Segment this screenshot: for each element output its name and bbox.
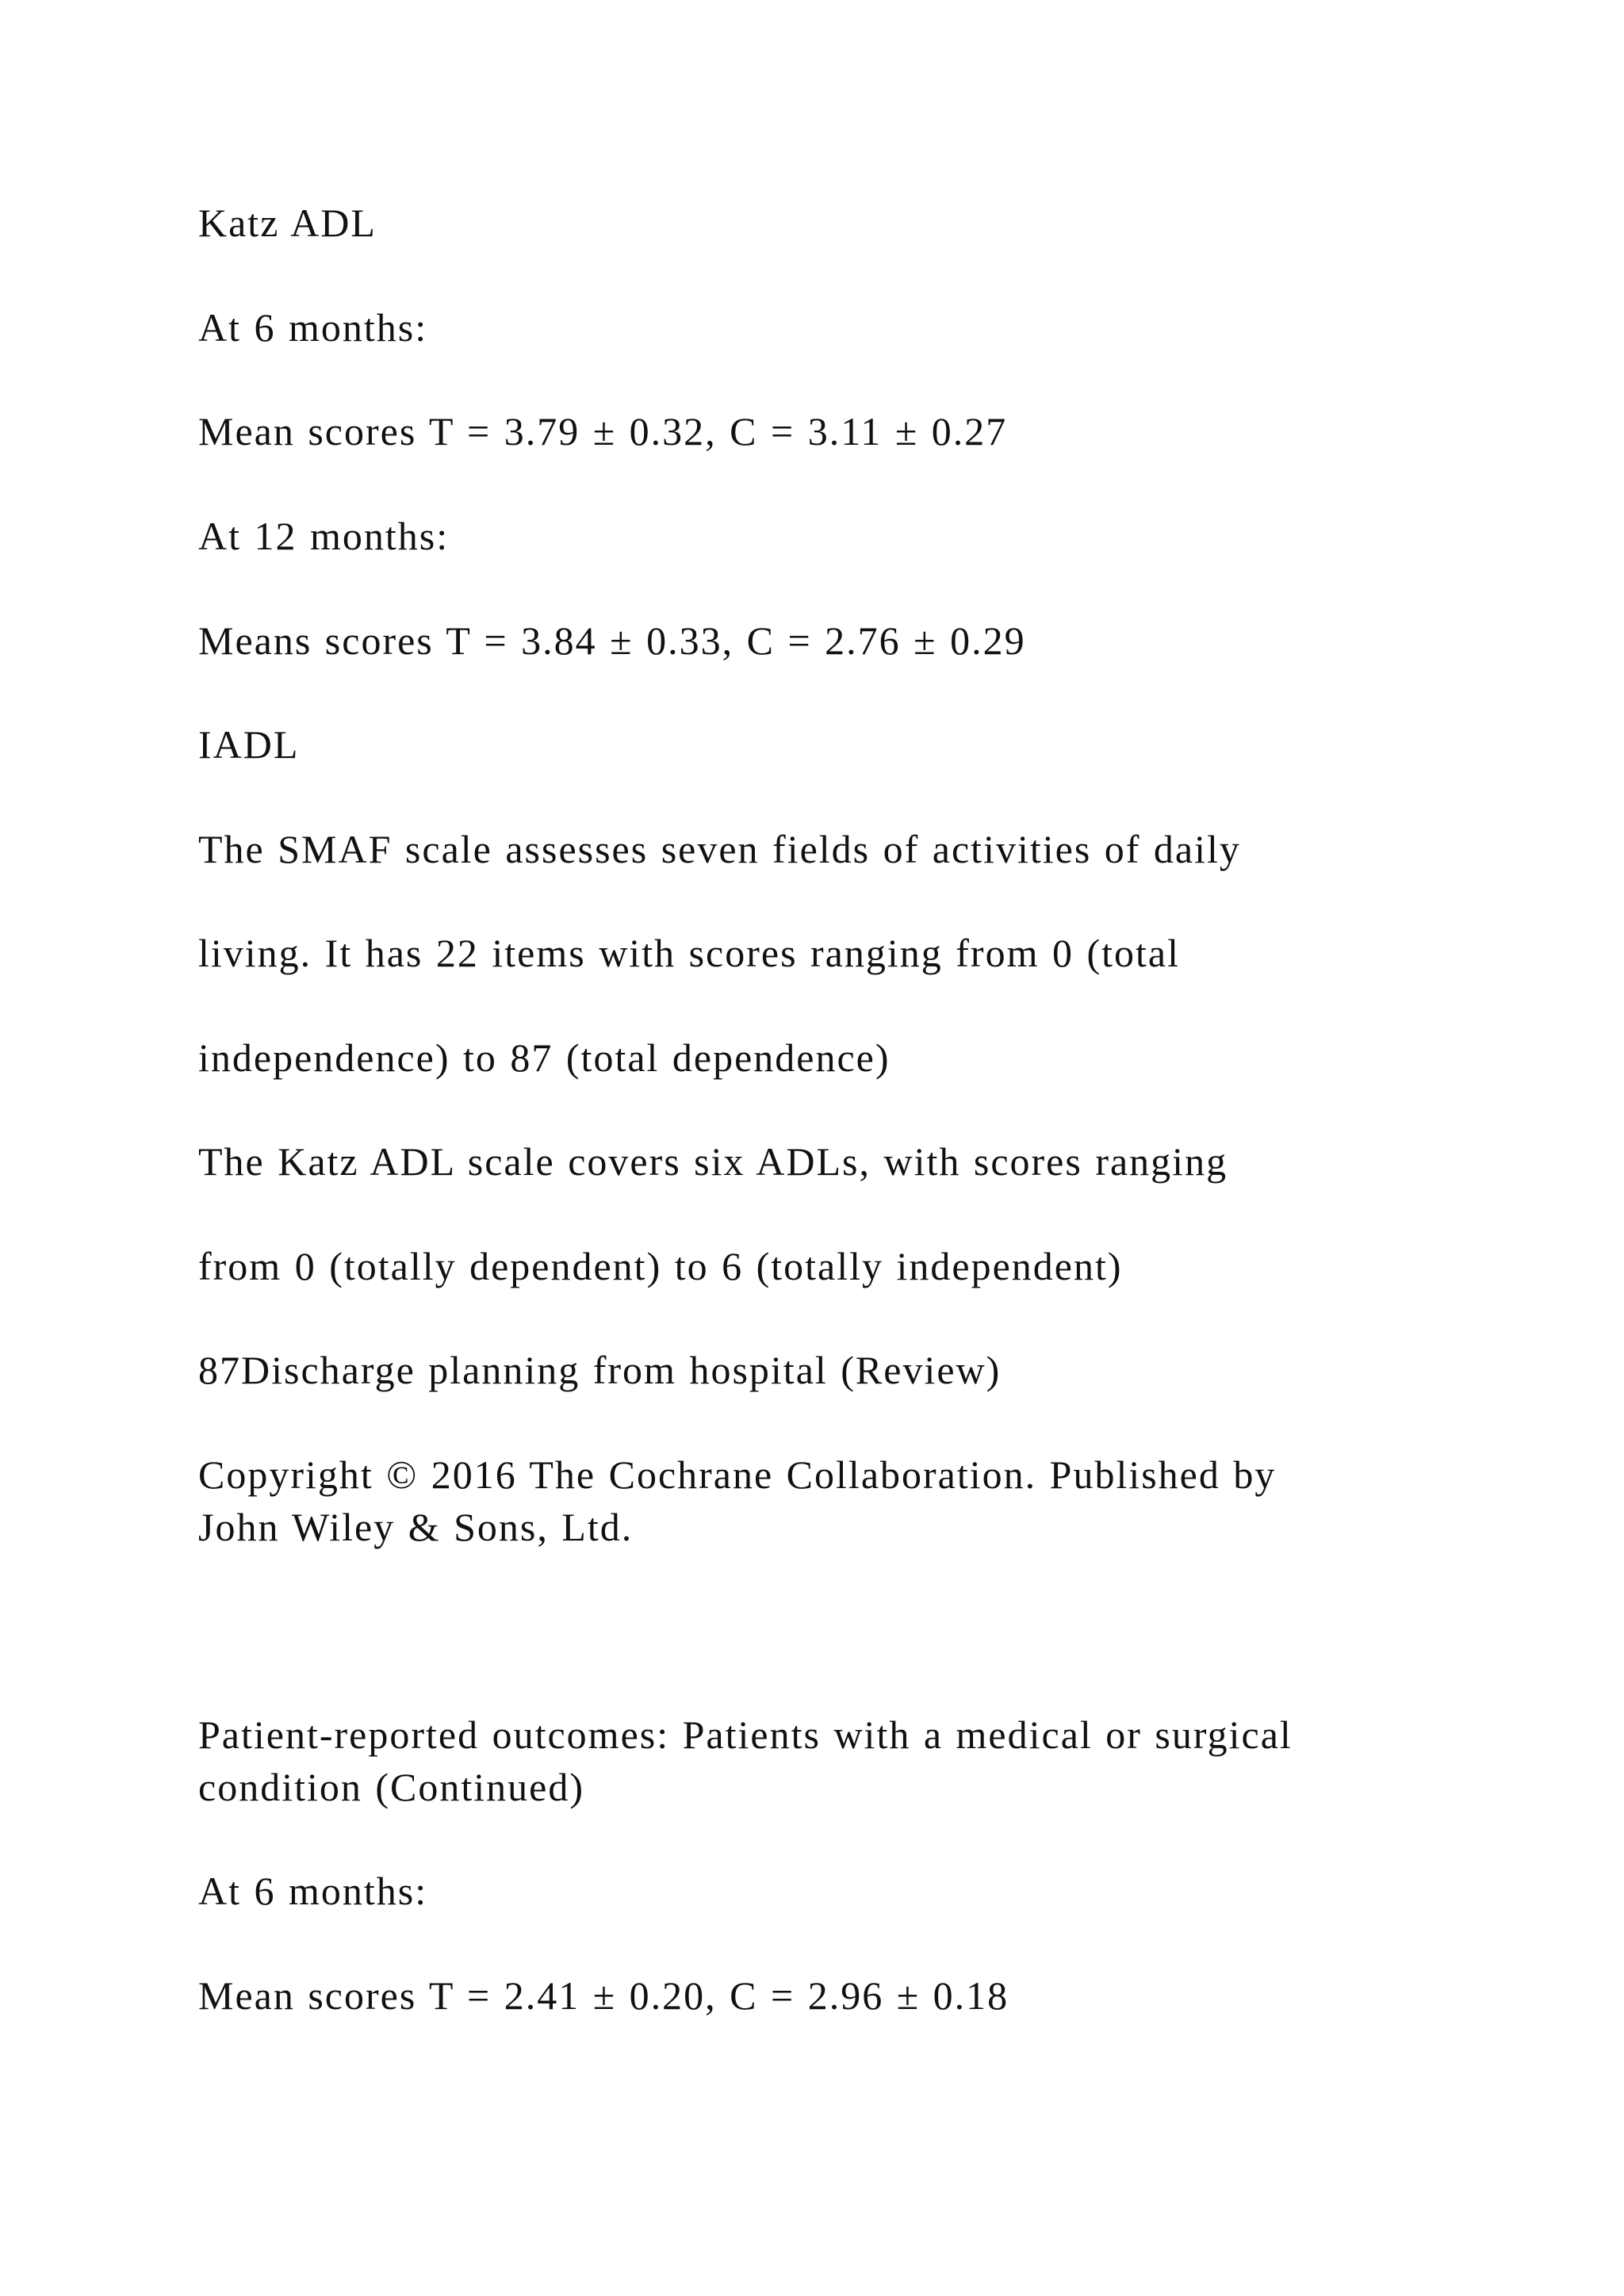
label-6-months-continued: At 6 months:	[198, 1869, 428, 1913]
scores-12-months: Means scores T = 3.84 ± 0.33, C = 2.76 ± 0.29	[198, 618, 1026, 663]
katz-description-line-1: The Katz ADL scale covers six ADLs, with scores ranging	[198, 1139, 1228, 1184]
smaf-description-line-2: living. It has 22 items with scores ranging from 0 (total	[198, 931, 1180, 975]
scores-6-months-continued: Mean scores T = 2.41 ± 0.20, C = 2.96 ± 0.18	[198, 1973, 1009, 2018]
copyright-line-1: Copyright © 2016 The Cochrane Collaboration. Published by	[198, 1452, 1277, 1497]
section-heading-line-2: condition (Continued)	[198, 1765, 584, 1809]
heading-iadl: IADL	[198, 722, 300, 767]
page-footer-title: 87Discharge planning from hospital (Review)	[198, 1348, 1002, 1392]
heading-katz-adl: Katz ADL	[198, 201, 377, 245]
smaf-description-line-3: independence) to 87 (total dependence)	[198, 1035, 891, 1080]
smaf-description-line-1: The SMAF scale assesses seven fields of activities of daily	[198, 827, 1241, 871]
label-12-months: At 12 months:	[198, 514, 450, 558]
katz-description-line-2: from 0 (totally dependent) to 6 (totally independent)	[198, 1244, 1123, 1288]
label-6-months: At 6 months:	[198, 305, 428, 350]
copyright-line-2: John Wiley & Sons, Ltd.	[198, 1505, 634, 1549]
scores-6-months: Mean scores T = 3.79 ± 0.32, C = 3.11 ± 0.27	[198, 409, 1008, 453]
section-heading-line-1: Patient-reported outcomes: Patients with a medical or surgical	[198, 1712, 1293, 1757]
